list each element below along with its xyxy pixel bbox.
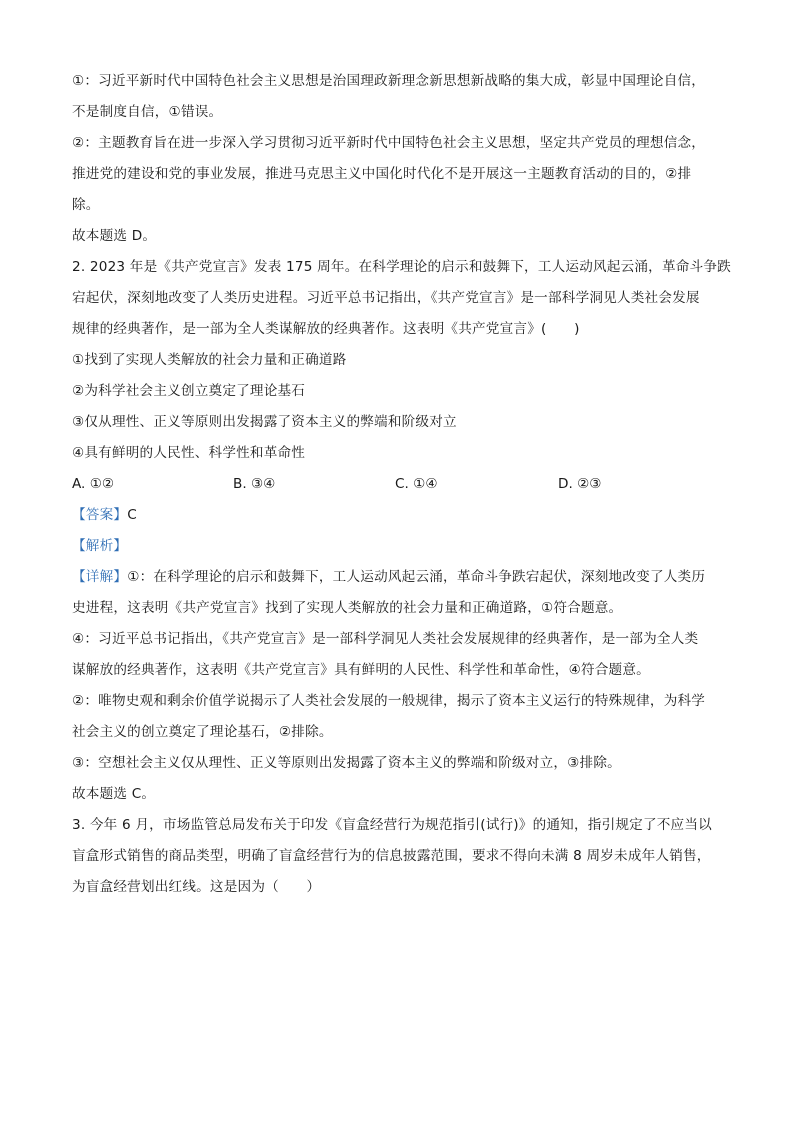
q2-detail-line (72, 562, 727, 593)
q2-detail-line: 谋解放的经典著作，这表明《共产党宣言》具有鲜明的人民性、科学性和革命性，④符合题意。 (72, 662, 650, 678)
q2-answer (72, 500, 727, 531)
q2-analysis-heading (72, 531, 727, 562)
q2-option-a: A. ①② (72, 476, 115, 492)
q3-stem-line: 为盲盒经营划出红线。这是因为（ ） (72, 879, 321, 895)
detail-label: 【详解】 (72, 569, 128, 585)
q3-stem-line: 盲盒形式销售的商品类型，明确了盲盒经营行为的信息披露范围，要求不得向未满 8 周岁未成年人销售， (72, 848, 711, 864)
answer-label: 【答案】 (72, 507, 128, 523)
q2-detail-line: ③：空想社会主义仅从理性、正义等原则出发揭露了资本主义的弊端和阶级对立，③排除。 (72, 755, 621, 771)
q2-option-c: C. ①④ (395, 476, 438, 492)
q2-stem-line: 规律的经典著作，是一部为全人类谋解放的经典著作。这表明《共产党宣言》( ) (72, 321, 580, 337)
q2-detail-line: 社会主义的创立奠定了理论基石，②排除。 (72, 724, 333, 740)
q2-item: ①找到了实现人类解放的社会力量和正确道路 (72, 352, 347, 368)
q1-analysis-line: ②：主题教育旨在进一步深入学习贯彻习近平新时代中国特色社会主义思想，坚定共产党员的理想信念， (72, 135, 706, 151)
q2-stem-line: 2. 2023 年是《共产党宣言》发表 175 周年。在科学理论的启示和鼓舞下，工人运动风起云涌，革命斗争跌 (72, 259, 731, 275)
answer-value: C (127, 507, 137, 523)
q2-conclusion: 故本题选 C。 (72, 786, 156, 802)
q1-analysis-line: 推进党的建设和党的事业发展，推进马克思主义中国化时代化不是开展这一主题教育活动的目的，②排 (72, 166, 692, 182)
q1-conclusion: 故本题选 D。 (72, 228, 157, 244)
q2-options (72, 469, 727, 500)
q2-detail-line: ④：习近平总书记指出，《共产党宣言》是一部科学洞见人类社会发展规律的经典著作，是一部为全人类 (72, 631, 699, 647)
q2-stem-line: 宕起伏，深刻地改变了人类历史进程。习近平总书记指出，《共产党宣言》是一部科学洞见人类社会发展 (72, 290, 700, 306)
q2-item: ②为科学社会主义创立奠定了理论基石 (72, 383, 306, 399)
document-content (72, 66, 731, 903)
q2-detail-line: 史进程，这表明《共产党宣言》找到了实现人类解放的社会力量和正确道路，①符合题意。 (72, 600, 623, 616)
q2-detail-line: ②：唯物史观和剩余价值学说揭示了人类社会发展的一般规律，揭示了资本主义运行的特殊规律，为科学 (72, 693, 706, 709)
q2-item: ④具有鲜明的人民性、科学性和革命性 (72, 445, 306, 461)
q3-stem-line: 3. 今年 6 月，市场监管总局发布关于印发《盲盒经营行为规范指引(试行)》的通知，指引规定了不应当以 (72, 817, 712, 833)
q1-analysis-line: ①：习近平新时代中国特色社会主义思想是治国理政新理念新思想新战略的集大成，彰显中国理论自信， (72, 73, 706, 89)
q2-item: ③仅从理性、正义等原则出发揭露了资本主义的弊端和阶级对立 (72, 414, 457, 430)
analysis-label: 【解析】 (72, 538, 128, 554)
q2-option-b: B. ③④ (233, 476, 276, 492)
q1-analysis-line: 除。 (72, 197, 100, 213)
q2-option-d: D. ②③ (558, 476, 602, 492)
detail-text: ①：在科学理论的启示和鼓舞下，工人运动风起云涌，革命斗争跌宕起伏，深刻地改变了人类历 (127, 569, 706, 585)
q1-analysis-line: 不是制度自信，①错误。 (72, 104, 223, 120)
